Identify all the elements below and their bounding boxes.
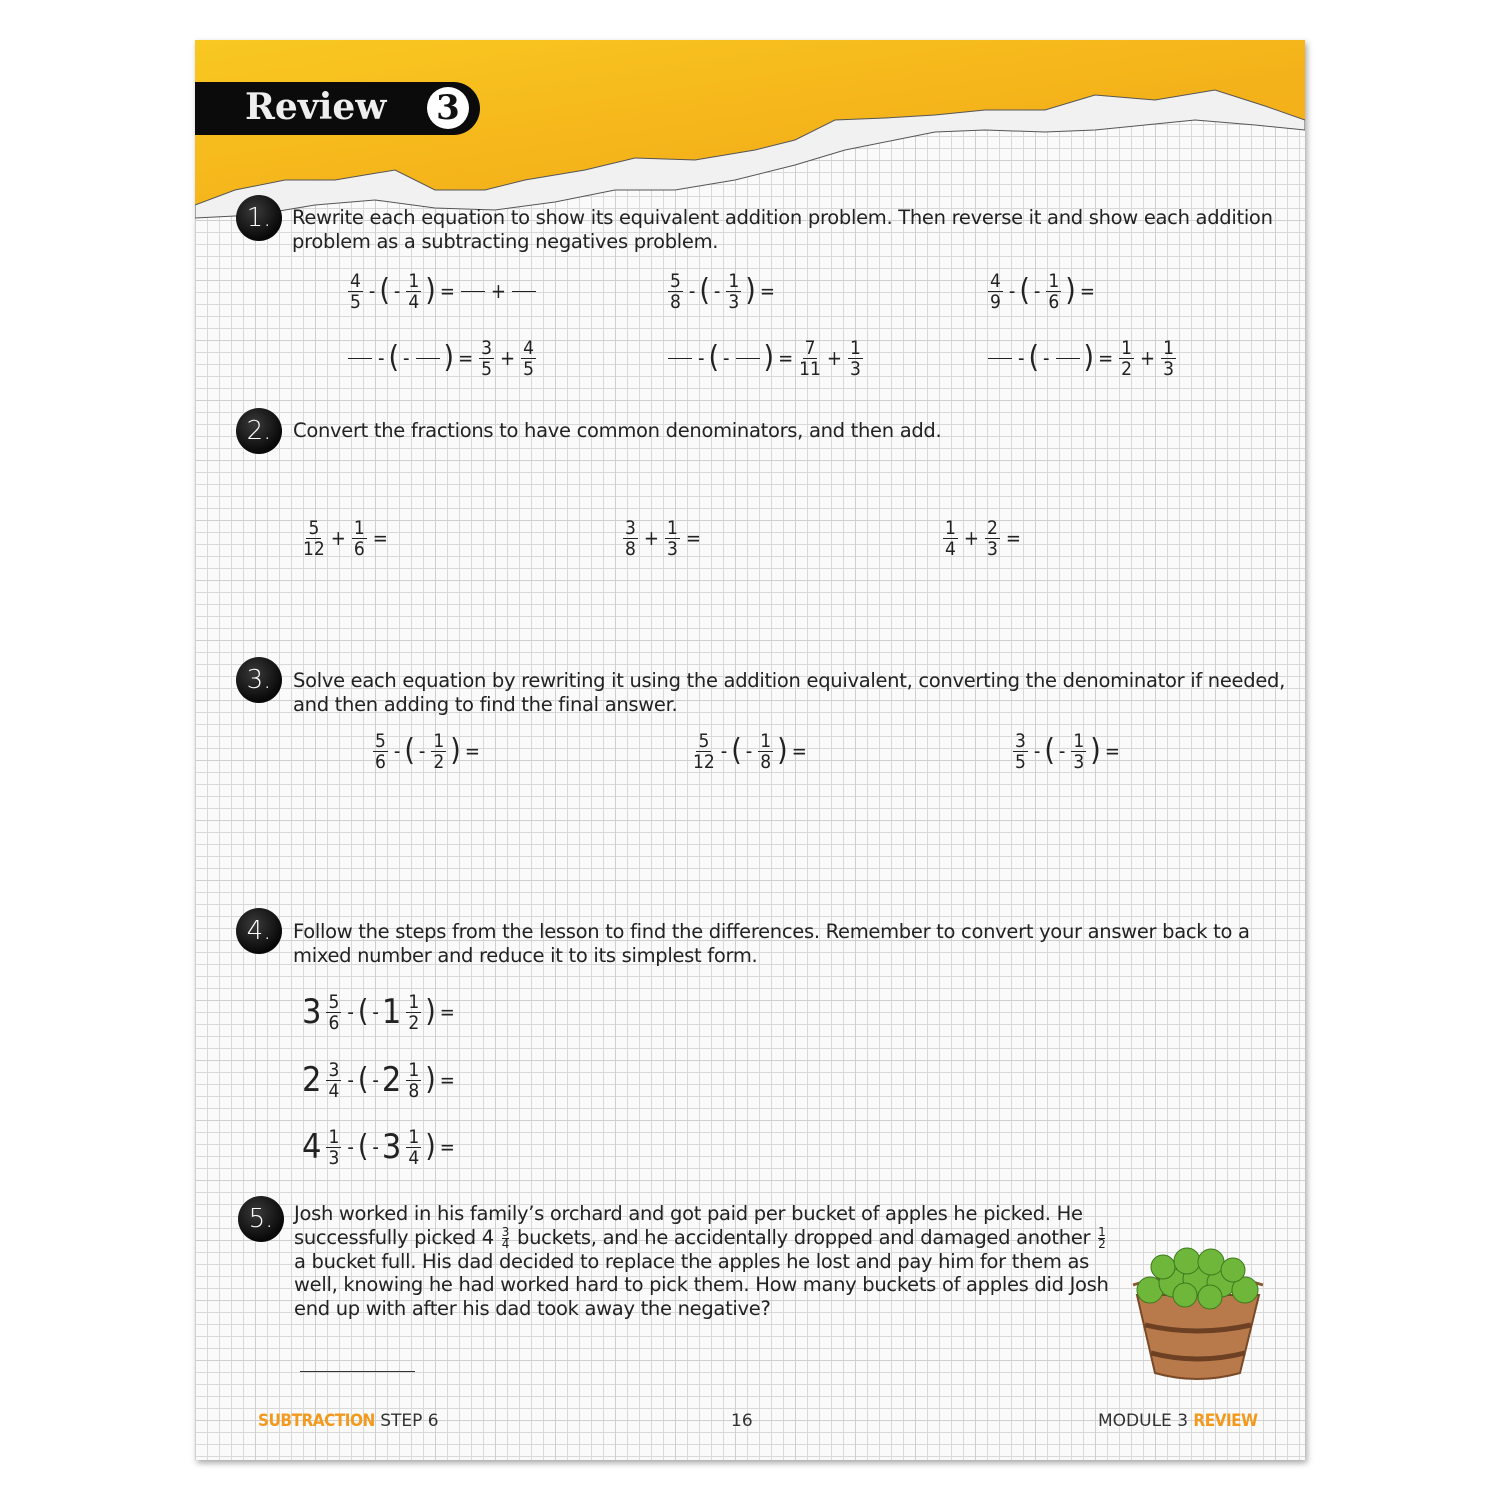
- denominator: 2: [433, 750, 445, 773]
- operator: -: [378, 346, 385, 370]
- denominator: 6: [328, 1011, 340, 1034]
- parenthesis: (: [404, 733, 415, 768]
- fraction: [665, 518, 680, 559]
- numerator: 2: [986, 516, 998, 539]
- parenthesis: ): [425, 1062, 436, 1097]
- fraction: [406, 271, 421, 312]
- operator: -: [688, 279, 696, 303]
- fraction: [406, 1060, 421, 1101]
- parenthesis: ): [1083, 340, 1095, 375]
- operator: +: [826, 346, 842, 370]
- fraction: [943, 518, 958, 559]
- fraction: [348, 271, 363, 312]
- operator: -: [347, 1068, 354, 1092]
- fraction: [521, 338, 536, 379]
- operator: -: [393, 739, 401, 763]
- equation: [940, 513, 1024, 563]
- denominator: 5: [1015, 750, 1026, 773]
- parenthesis: (: [357, 994, 369, 1029]
- operator: -: [347, 1000, 354, 1024]
- numerator: 1: [1073, 729, 1085, 752]
- answer-blank[interactable]: [348, 358, 372, 359]
- footer-subject: SUBTRACTION: [258, 1411, 375, 1431]
- operator: =: [778, 346, 794, 370]
- equation: [1010, 726, 1123, 776]
- review-number-badge: 3: [427, 87, 469, 129]
- equation: [345, 266, 539, 316]
- equation: [985, 333, 1179, 383]
- operator: -: [1043, 346, 1050, 370]
- numerator: 5: [328, 990, 340, 1013]
- fraction: [303, 518, 325, 559]
- numerator: 1: [1121, 336, 1133, 359]
- denominator: 5: [350, 290, 361, 313]
- operator: =: [1098, 346, 1114, 370]
- inline-fraction: [501, 1224, 510, 1251]
- denominator: 4: [328, 1079, 340, 1102]
- problem-5-prompt: [294, 1202, 1109, 1320]
- parenthesis: ): [450, 733, 461, 768]
- parenthesis: ): [777, 733, 788, 768]
- parenthesis: ): [1065, 273, 1076, 308]
- operator: =: [791, 739, 807, 763]
- operator: =: [1005, 526, 1021, 550]
- numerator: 1: [408, 1125, 420, 1148]
- numerator: 4: [990, 269, 1001, 292]
- footer-module: MODULE 3: [1098, 1411, 1189, 1431]
- operator: +: [963, 526, 979, 550]
- footer-right: [1098, 1411, 1258, 1431]
- answer-blank[interactable]: [461, 291, 485, 292]
- equation: [302, 1055, 458, 1105]
- parenthesis: (: [699, 273, 710, 308]
- fraction: [985, 518, 1000, 559]
- numerator: 1: [353, 516, 365, 539]
- numerator: 5: [670, 269, 681, 292]
- fraction: [1161, 338, 1176, 379]
- denominator: 4: [945, 537, 956, 560]
- fraction: [479, 338, 494, 379]
- operator: -: [418, 739, 426, 763]
- operator: -: [372, 1135, 379, 1159]
- denominator: 9: [990, 290, 1001, 313]
- equation: [665, 333, 866, 383]
- operator: -: [1033, 279, 1041, 303]
- answer-blank[interactable]: [1056, 358, 1080, 359]
- problem-2-badge: 2.: [236, 408, 282, 454]
- numerator: 1: [408, 1058, 420, 1081]
- denominator: 3: [328, 1146, 340, 1169]
- numerator: 1: [1048, 269, 1060, 292]
- operator: -: [1018, 346, 1025, 370]
- parenthesis: (: [731, 733, 742, 768]
- operator: =: [458, 346, 474, 370]
- numerator: 1: [1163, 336, 1174, 359]
- denominator: 8: [625, 537, 636, 560]
- operator: -: [713, 279, 721, 303]
- numerator: 3: [481, 336, 493, 359]
- numerator: 1: [728, 269, 740, 292]
- answer-blank[interactable]: [668, 358, 692, 359]
- denominator: 2: [1098, 1236, 1106, 1251]
- fraction: [799, 338, 821, 379]
- prompt-text: Josh worked in his family’s orchard and got paid per bucket of apples he picked. He successfully picked 4: [294, 1202, 1083, 1249]
- worksheet-page: [195, 40, 1305, 1460]
- fraction: [406, 1127, 421, 1168]
- fraction: [1013, 731, 1028, 772]
- parenthesis: ): [1090, 733, 1101, 768]
- whole-number: 1: [381, 992, 402, 1032]
- operator: +: [643, 526, 659, 550]
- denominator: 11: [799, 357, 821, 380]
- problem-2-prompt: Convert the fractions to have common denominators, and then add.: [293, 419, 942, 442]
- review-title-tab: [195, 82, 480, 135]
- equation: [665, 266, 778, 316]
- review-title: Review: [245, 86, 387, 128]
- whole-number: 4: [302, 1127, 322, 1167]
- numerator: 1: [328, 1125, 340, 1148]
- denominator: 8: [670, 290, 681, 313]
- operator: =: [1079, 279, 1095, 303]
- answer-blank[interactable]: [512, 291, 536, 292]
- whole-number: 3: [302, 992, 322, 1032]
- operator: =: [464, 739, 480, 763]
- footer-step: STEP 6: [380, 1411, 439, 1431]
- fraction: [352, 518, 367, 559]
- fraction: [623, 518, 638, 559]
- denominator: 12: [303, 537, 325, 560]
- equation: [985, 266, 1098, 316]
- operator: +: [1140, 346, 1156, 370]
- problem-3-badge: 3.: [236, 657, 282, 703]
- prompt-text: a bucket full. His dad decided to replace the apples he lost and pay him for them as well, knowing he had worked hard to pick them. How many buckets of apples did Josh end up with after his dad took away the negative?: [294, 1249, 1109, 1320]
- denominator: 4: [408, 290, 420, 313]
- fraction: [988, 271, 1003, 312]
- equation: [690, 726, 810, 776]
- denominator: 8: [408, 1079, 420, 1102]
- operator: -: [372, 1000, 379, 1024]
- equation: [302, 1122, 458, 1172]
- apple-basket-illustration: [1125, 1245, 1270, 1385]
- parenthesis: ): [763, 340, 775, 375]
- parenthesis: (: [1044, 733, 1055, 768]
- parenthesis: ): [745, 273, 756, 308]
- numerator: 3: [1015, 729, 1026, 752]
- equation: [620, 513, 704, 563]
- fraction: [668, 271, 683, 312]
- denominator: 3: [1073, 750, 1085, 773]
- problem-4-badge: 4.: [236, 908, 282, 954]
- parenthesis: (: [357, 1129, 369, 1164]
- equation: [370, 726, 483, 776]
- numerator: 1: [1098, 1224, 1106, 1239]
- operator: -: [1033, 739, 1041, 763]
- fraction: [431, 731, 446, 772]
- numerator: 5: [698, 729, 710, 752]
- problem-1-badge: 1.: [236, 195, 282, 241]
- denominator: 6: [375, 750, 386, 773]
- denominator: 2: [408, 1011, 420, 1034]
- equation: [300, 513, 391, 563]
- fraction: [326, 992, 341, 1033]
- denominator: 5: [523, 357, 534, 380]
- parenthesis: (: [388, 340, 400, 375]
- numerator: 3: [328, 1058, 340, 1081]
- fraction: [406, 992, 421, 1033]
- numerator: 3: [501, 1224, 510, 1239]
- parenthesis: ): [425, 1129, 436, 1164]
- parenthesis: (: [708, 340, 720, 375]
- operator: -: [368, 279, 376, 303]
- denominator: 5: [481, 357, 493, 380]
- whole-number: 3: [381, 1127, 402, 1167]
- fraction: [848, 338, 863, 379]
- inline-fraction: [1098, 1224, 1106, 1251]
- fraction: [373, 731, 388, 772]
- answer-blank[interactable]: [416, 358, 440, 359]
- denominator: 6: [353, 537, 365, 560]
- denominator: 3: [1163, 357, 1174, 380]
- footer-section: REVIEW: [1193, 1411, 1258, 1431]
- numerator: 1: [760, 729, 772, 752]
- parenthesis: ): [425, 273, 436, 308]
- operator: =: [439, 1068, 455, 1092]
- operator: -: [347, 1135, 354, 1159]
- operator: -: [723, 346, 730, 370]
- problem-5-badge: 5.: [238, 1196, 284, 1242]
- parenthesis: (: [1019, 273, 1030, 308]
- parenthesis: ): [443, 340, 455, 375]
- denominator: 2: [1121, 357, 1133, 380]
- numerator: 7: [804, 336, 816, 359]
- problem-3-prompt: Solve each equation by rewriting it using the addition equivalent, converting the denominator if needed, and then adding to find the final answer.: [293, 669, 1285, 716]
- denominator: 3: [850, 357, 861, 380]
- numerator: 1: [433, 729, 445, 752]
- fraction: [326, 1127, 341, 1168]
- problem-1-prompt: Rewrite each equation to show its equivalent addition problem. Then reverse it and show each addition problem as a subtracting negatives problem.: [292, 206, 1273, 253]
- whole-number: 2: [302, 1060, 322, 1100]
- equation: [302, 987, 458, 1037]
- numerator: 5: [308, 516, 320, 539]
- denominator: 4: [408, 1146, 420, 1169]
- denominator: 3: [728, 290, 740, 313]
- operator: =: [372, 526, 388, 550]
- operator: -: [372, 1068, 379, 1092]
- denominator: 8: [760, 750, 772, 773]
- answer-line[interactable]: [300, 1371, 415, 1372]
- footer-left: [258, 1411, 439, 1431]
- fraction: [693, 731, 715, 772]
- denominator: 6: [1048, 290, 1060, 313]
- parenthesis: (: [1028, 340, 1040, 375]
- numerator: 1: [850, 336, 861, 359]
- denominator: 12: [693, 750, 715, 773]
- fraction: [726, 271, 741, 312]
- operator: +: [330, 526, 346, 550]
- equation: [345, 333, 539, 383]
- fraction: [1119, 338, 1134, 379]
- numerator: 1: [666, 516, 678, 539]
- parenthesis: (: [379, 273, 390, 308]
- operator: -: [403, 346, 410, 370]
- operator: =: [1104, 739, 1120, 763]
- denominator: 3: [666, 537, 678, 560]
- problem-4-prompt: Follow the steps from the lesson to find the differences. Remember to convert your answer back to a mixed number and reduce it to its simplest form.: [293, 920, 1250, 967]
- operator: -: [1058, 739, 1066, 763]
- operator: =: [439, 1135, 455, 1159]
- numerator: 1: [408, 269, 420, 292]
- fraction: [1071, 731, 1086, 772]
- operator: =: [439, 279, 455, 303]
- operator: -: [720, 739, 728, 763]
- page-number: 16: [731, 1411, 753, 1431]
- operator: -: [393, 279, 401, 303]
- numerator: 5: [375, 729, 386, 752]
- numerator: 1: [408, 990, 420, 1013]
- operator: -: [698, 346, 705, 370]
- answer-blank[interactable]: [736, 358, 760, 359]
- operator: =: [759, 279, 775, 303]
- operator: +: [500, 346, 516, 370]
- numerator: 3: [625, 516, 636, 539]
- operator: -: [745, 739, 753, 763]
- operator: =: [439, 1000, 455, 1024]
- torn-paper-header: [195, 40, 1305, 230]
- numerator: 1: [945, 516, 956, 539]
- numerator: 4: [523, 336, 534, 359]
- operator: +: [490, 279, 506, 303]
- fraction: [326, 1060, 341, 1101]
- whole-number: 2: [381, 1060, 402, 1100]
- operator: =: [685, 526, 701, 550]
- answer-blank[interactable]: [988, 358, 1012, 359]
- parenthesis: ): [425, 994, 436, 1029]
- parenthesis: (: [357, 1062, 369, 1097]
- denominator: 3: [986, 537, 998, 560]
- prompt-text: buckets, and he accidentally dropped and damaged another: [517, 1225, 1091, 1249]
- fraction: [1046, 271, 1061, 312]
- operator: -: [1008, 279, 1016, 303]
- numerator: 4: [350, 269, 361, 292]
- fraction: [758, 731, 773, 772]
- denominator: 4: [501, 1236, 510, 1251]
